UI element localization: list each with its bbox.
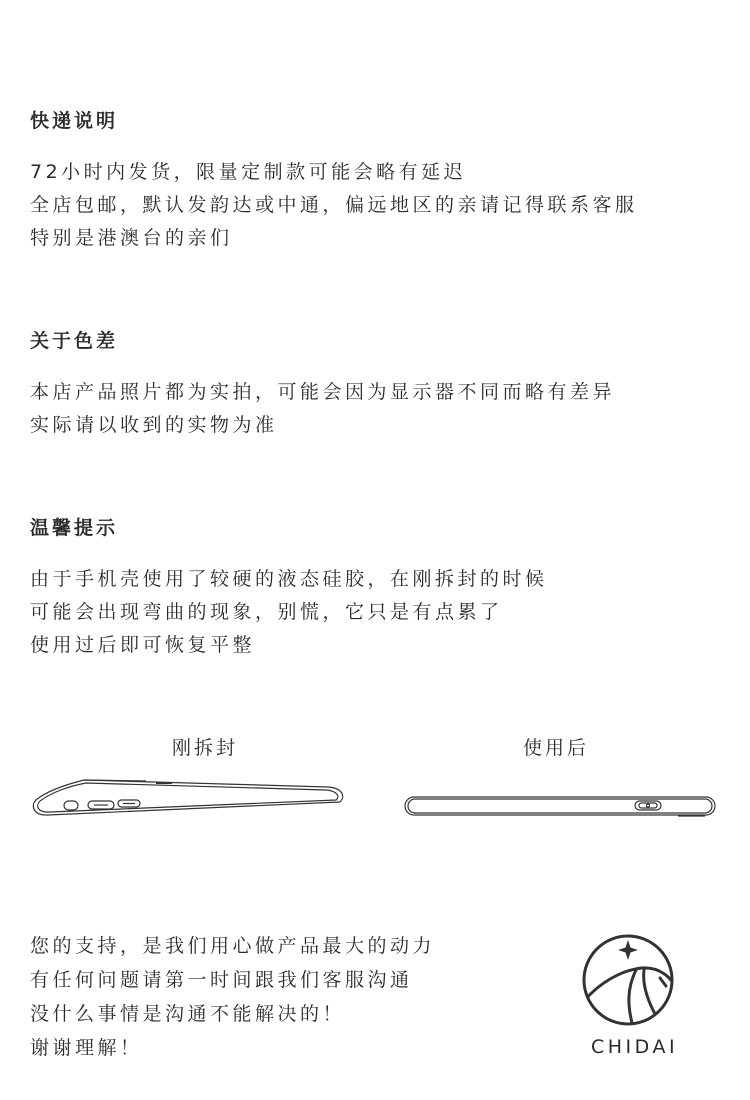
closing-line-4: 谢谢理解！ <box>30 1037 143 1059</box>
tips-line-1: 由于手机壳使用了较硬的液态硅胶，在刚拆封的时候 <box>30 568 548 590</box>
shipping-section <box>30 106 720 255</box>
shipping-line-3: 特别是港澳台的亲们 <box>30 227 233 249</box>
closing-line-1: 您的支持，是我们用心做产品最大的动力 <box>30 935 436 957</box>
color-difference-line-1: 本店产品照片都为实拍，可能会因为显示器不同而略有差异 <box>30 381 616 403</box>
color-difference-section <box>30 326 720 442</box>
tips-section <box>30 513 720 662</box>
tips-line-2: 可能会出现弯曲的现象，别慌，它只是有点累了 <box>30 601 503 623</box>
shipping-line-1: 72小时内发货，限量定制款可能会略有延迟 <box>30 161 467 183</box>
color-difference-line-2: 实际请以收到的实物为准 <box>30 414 278 436</box>
before-label: 刚拆封 <box>172 737 239 759</box>
tips-heading: 温馨提示 <box>30 517 119 539</box>
closing-line-2: 有任何问题请第一时间跟我们客服沟通 <box>30 969 413 991</box>
brand-name: CHIDAI <box>591 1036 679 1058</box>
color-difference-text <box>30 376 720 442</box>
color-difference-heading: 关于色差 <box>30 330 119 352</box>
shipping-heading: 快递说明 <box>30 110 119 132</box>
tips-line-3: 使用过后即可恢复平整 <box>30 634 256 656</box>
flat-phone-case-illustration <box>400 790 720 822</box>
after-label: 使用后 <box>523 737 590 759</box>
closing-line-3: 没什么事情是沟通不能解决的！ <box>30 1003 346 1025</box>
shipping-line-2: 全店包邮，默认发韵达或中通，偏远地区的亲请记得联系客服 <box>30 194 638 216</box>
shipping-text <box>30 156 720 255</box>
curved-phone-case-illustration <box>28 772 348 822</box>
brand-logo-icon <box>578 930 678 1030</box>
tips-text <box>30 563 720 662</box>
